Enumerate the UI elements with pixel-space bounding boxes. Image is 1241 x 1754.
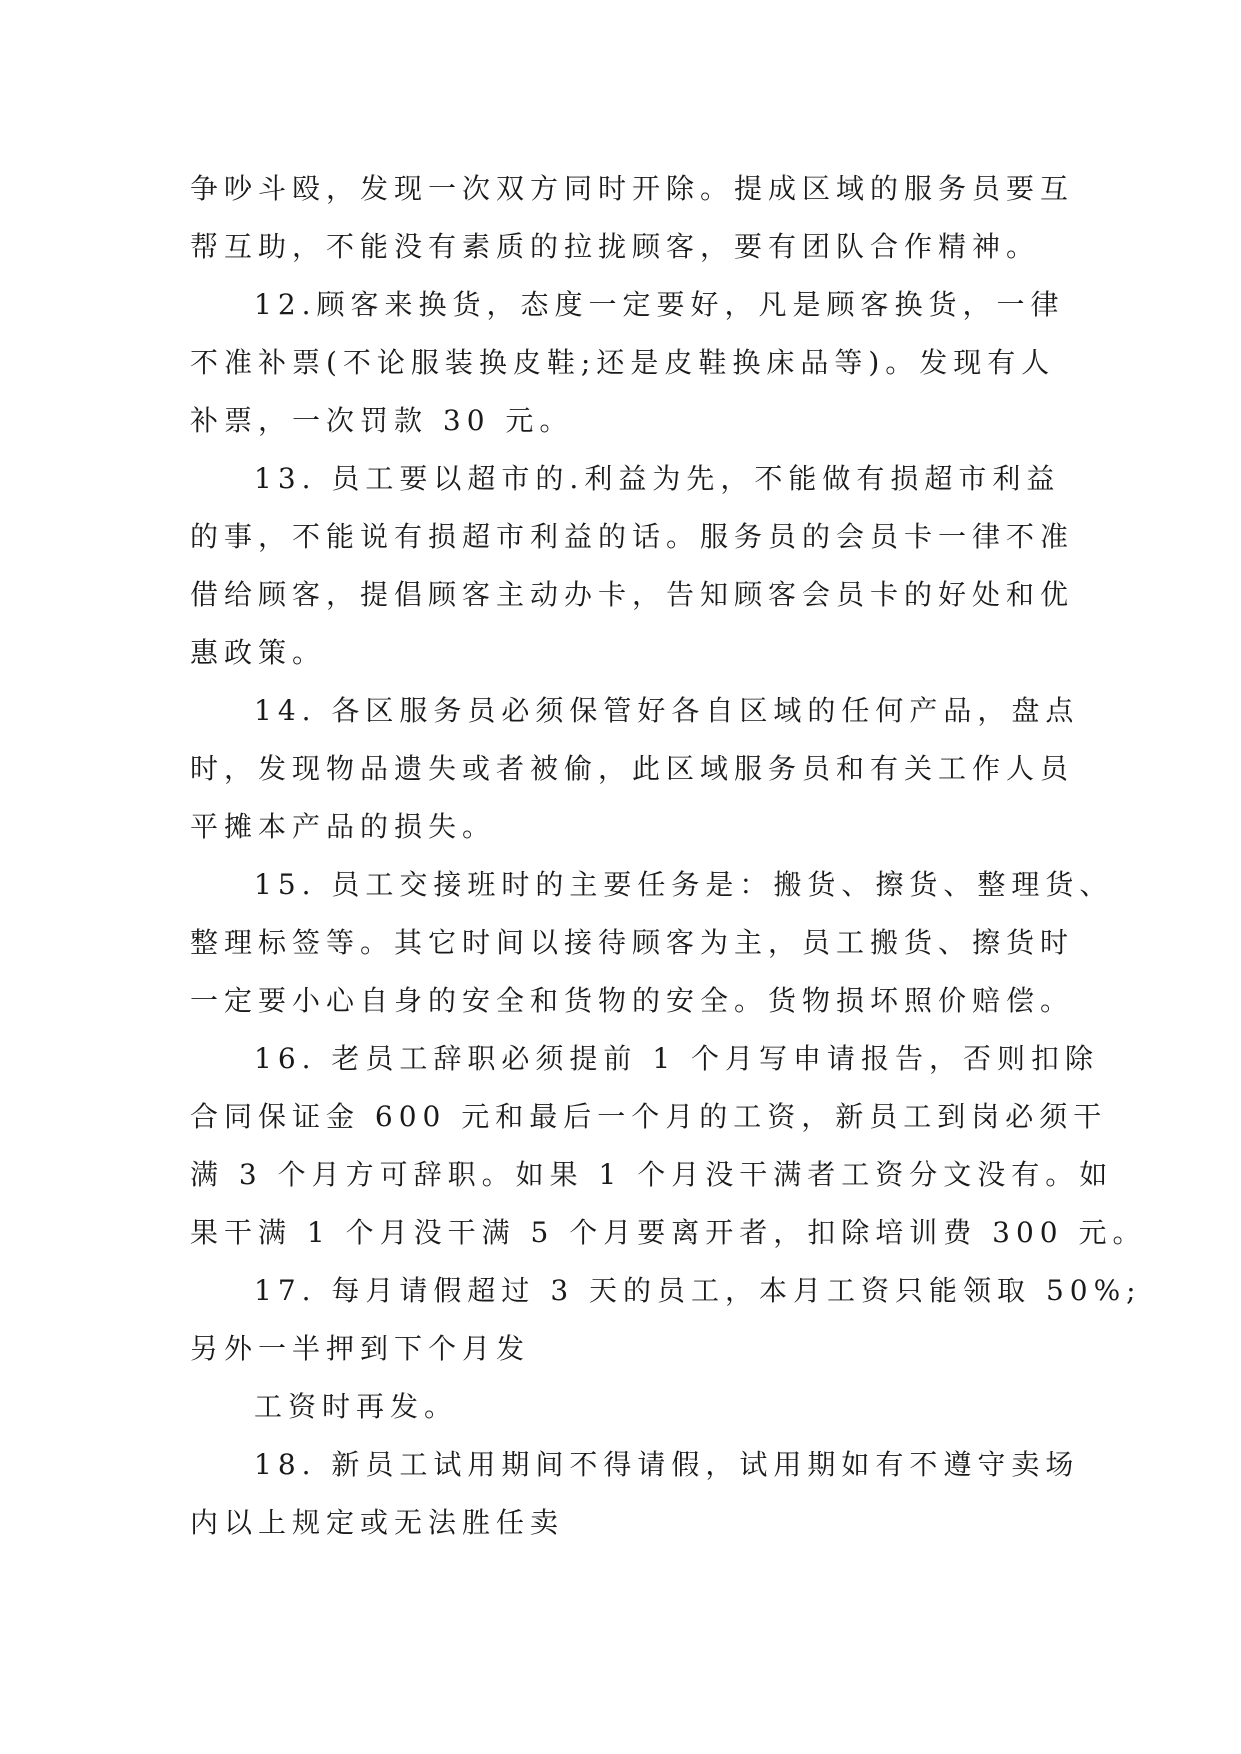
item-13-text: 13. 员工要以超市的.利益为先，不能做有损超市利益 [254, 462, 1061, 495]
text-line: 时，发现物品遗失或者被偷，此区域服务员和有关工作人员 [190, 752, 1075, 785]
text-line: 帮互助，不能没有素质的拉拢顾客，要有团队合作精神。 [190, 230, 1041, 263]
text-line: 工资时再发。 [254, 1390, 459, 1423]
text-line: 借给顾客，提倡顾客主动办卡，告知顾客会员卡的好处和优 [190, 578, 1075, 611]
text-line: 补票，一次罚款 30 元。 [190, 404, 574, 437]
text-line: 的事，不能说有损超市利益的话。服务员的会员卡一律不准 [190, 520, 1075, 553]
item-18-text: 18. 新员工试用期间不得请假，试用期如有不遵守卖场 [254, 1448, 1080, 1481]
text-line: 另外一半押到下个月发 [190, 1332, 531, 1365]
text-line: 平摊本产品的损失。 [190, 810, 497, 843]
text-line: 整理标签等。其它时间以接待顾客为主，员工搬货、擦货时 [190, 926, 1075, 959]
document-body [190, 160, 1147, 1552]
item-12-text: 12.顾客来换货，态度一定要好，凡是顾客换货，一律 [254, 288, 1065, 321]
text-line: 争吵斗殴，发现一次双方同时开除。提成区域的服务员要互 [190, 172, 1075, 205]
text-line: 惠政策。 [190, 636, 327, 669]
text-line: 果干满 1 个月没干满 5 个月要离开者，扣除培训费 300 元。 [190, 1216, 1147, 1249]
text-line: 合同保证金 600 元和最后一个月的工资，新员工到岗必须干 [190, 1100, 1108, 1133]
text-line: 不准补票(不论服装换皮鞋;还是皮鞋换床品等)。发现有人 [190, 346, 1056, 379]
item-15-text: 15. 员工交接班时的主要任务是：搬货、擦货、整理货、 [254, 868, 1114, 901]
text-line: 一定要小心自身的安全和货物的安全。货物损坏照价赔偿。 [190, 984, 1075, 1017]
item-14-text: 14. 各区服务员必须保管好各自区域的任何产品，盘点 [254, 694, 1080, 727]
text-line: 内以上规定或无法胜任卖 [190, 1506, 565, 1539]
item-16-text: 16. 老员工辞职必须提前 1 个月写申请报告，否则扣除 [254, 1042, 1100, 1075]
text-line: 满 3 个月方可辞职。如果 1 个月没干满者工资分文没有。如 [190, 1158, 1114, 1191]
item-17-text: 17. 每月请假超过 3 天的员工，本月工资只能领取 50%; [254, 1274, 1142, 1307]
